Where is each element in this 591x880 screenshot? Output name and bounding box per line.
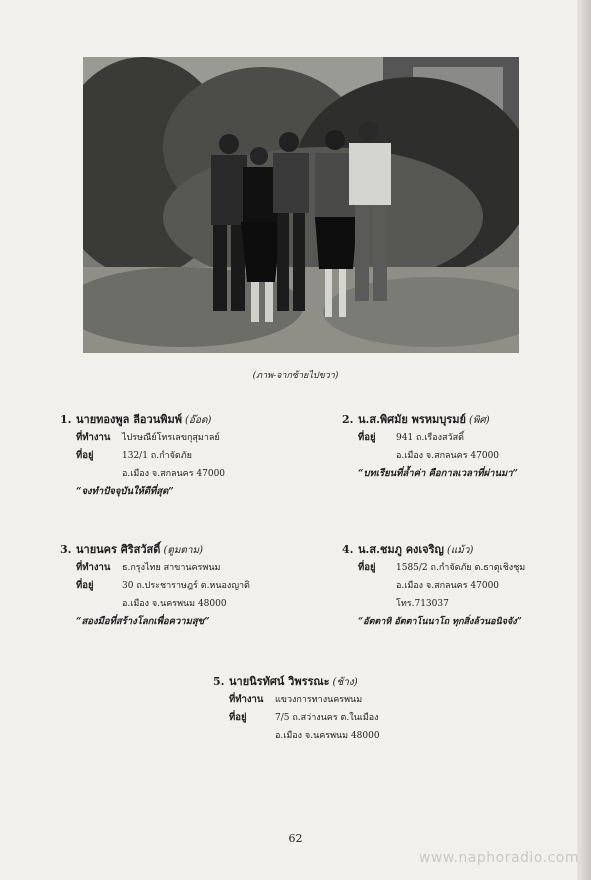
motto: “บทเรียนที่ล้ำค่า คือกาลเวลาที่ผ่านมา”: [358, 468, 519, 479]
address-label: ที่อยู่: [76, 450, 94, 461]
work-place: แขวงการทางนครพนม: [275, 695, 363, 705]
address-label: ที่อยู่: [358, 432, 376, 443]
motto: “จงทำปัจจุบันให้ดีที่สุด”: [76, 486, 174, 497]
person-name: น.ส.พิศมัย พรหมบุรมย์: [358, 413, 466, 426]
photo-caption: (ภาพ-จากซ้ายไปขวา): [252, 371, 339, 381]
person-nickname: (ตูมตาม): [163, 545, 204, 556]
work-label: ที่ทำงาน: [229, 694, 264, 705]
person-name: นายนิรทัศน์ วิพรรณะ: [229, 675, 330, 688]
address-line-2: อ.เมือง จ.สกลนคร 47000: [122, 469, 226, 479]
address-label: ที่อยู่: [76, 580, 94, 591]
address-label: ที่อยู่: [229, 712, 247, 723]
phone: โทร.713037: [396, 599, 449, 609]
person-entry-2: [342, 411, 518, 483]
person-name: น.ส.ชมภู คงเจริญ: [358, 543, 444, 556]
address-line-1: 1585/2 ถ.กำจัดภัย ต.ธาตุเชิงชุม: [396, 563, 526, 573]
person-nickname: (แม้ว): [446, 545, 474, 556]
address-line-1: 132/1 ถ.กำจัดภัย: [122, 451, 192, 461]
motto: “สองมือที่สร้างโลกเพื่อความสุข”: [76, 616, 210, 627]
entry-number: 3.: [60, 543, 72, 556]
work-label: ที่ทำงาน: [76, 562, 111, 573]
address-line-1: 941 ถ.เรืองสวัสดิ์: [396, 433, 464, 443]
address-label: ที่อยู่: [358, 562, 376, 573]
person-nickname: (พิศ): [468, 415, 490, 426]
group-photo: [83, 57, 519, 353]
person-entry-1: [60, 411, 225, 501]
page-edge: [577, 0, 591, 880]
address-line-2: อ.เมือง จ.นครพนม 48000: [122, 599, 227, 609]
address-line-2: อ.เมือง จ.สกลนคร 47000: [396, 581, 500, 591]
address-line-2: อ.เมือง จ.นครพนม 48000: [275, 731, 380, 741]
watermark: www.naphoradio.com: [418, 850, 579, 866]
person-name: นายนคร ศิริสวัสดิ์: [76, 543, 161, 556]
address-line-2: อ.เมือง จ.สกลนคร 47000: [396, 451, 500, 461]
address-line-1: 30 ถ.ประชาราษฎร์ ต.หนองญาติ: [122, 581, 250, 591]
entry-number: 1.: [60, 413, 72, 426]
motto: “อัตตาหิ อัตตาโนนาโถ ทุกสิ่งล้วนอนิจจัง”: [358, 617, 522, 627]
person-entry-4: [342, 541, 525, 631]
work-place: ธ.กรุงไทย สาขานครพนม: [122, 563, 221, 573]
entry-number: 4.: [342, 543, 354, 556]
person-nickname: (ช้าง): [332, 677, 358, 688]
page-number: 62: [288, 832, 303, 845]
work-label: ที่ทำงาน: [76, 432, 111, 443]
work-place: ไปรษณีย์โทรเลขกุสุมาลย์: [122, 433, 220, 443]
person-name: นายทองพูล ลีอวนพิมพ์: [76, 413, 182, 426]
person-entry-3: [60, 541, 250, 631]
entry-number: 2.: [342, 413, 354, 426]
person-entry-5: [213, 673, 380, 745]
entry-number: 5.: [213, 675, 225, 688]
person-nickname: (อ๊อด): [185, 415, 212, 426]
group-photo-image: [83, 57, 519, 353]
address-line-1: 7/5 ถ.สว่างนคร ต.ในเมือง: [275, 713, 379, 723]
